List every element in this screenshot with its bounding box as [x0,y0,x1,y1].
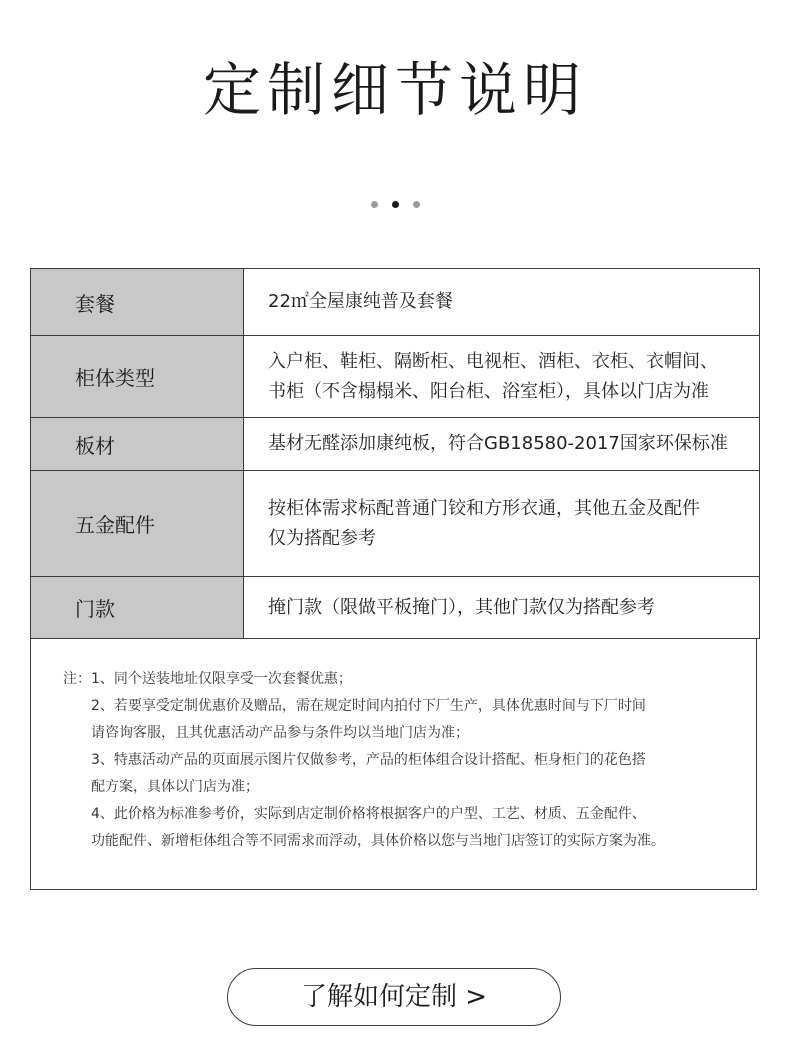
note-line-7: 功能配件、新增柜体组合等不同需求而浮动，具体价格以您与当地门店签订的实际方案为准。 [91,833,665,849]
page-title: 定制细节说明 [202,56,587,124]
value-line: 22㎡全屋康纯普及套餐 [268,291,453,312]
value-line: 基材无醛添加康纯板，符合GB18580-2017国家环保标准 [268,433,728,454]
row-value-hardware [244,471,760,577]
carousel-dot-3[interactable] [413,201,420,208]
carousel-indicator [0,201,790,208]
value-line: 书柜（不含榻榻米、阳台柜、浴室柜），具体以门店为准 [268,380,709,402]
spec-table [30,268,760,639]
notes-section [30,638,757,890]
note-line-4: 3、特惠活动产品的页面展示图片仅做参考，产品的柜体组合设计搭配、柜身柜门的花色搭 [91,752,646,768]
row-label-door-style: 门款 [31,577,244,639]
note-line-2: 2、若要享受定制优惠价及赠品，需在规定时间内拍付下厂生产，具体优惠时间与下厂时间 [91,698,646,714]
table-row [31,418,760,471]
value-line: 按柜体需求标配普通门铰和方形衣通，其他五金及配件 [268,497,700,519]
note-line-1: 注：1、同个送装地址仅限享受一次套餐优惠； [63,671,352,687]
table-row [31,577,760,639]
row-label-hardware: 五金配件 [31,471,244,577]
row-label-cabinet-type: 柜体类型 [31,336,244,418]
table-row [31,471,760,577]
learn-how-to-customize-button[interactable]: 了解如何定制 > [227,968,561,1026]
note-line-5: 配方案，具体以门店为准； [91,779,259,795]
value-line: 入户柜、鞋柜、隔断柜、电视柜、酒柜、衣柜、衣帽间、 [268,350,718,372]
row-label-board: 板材 [31,418,244,471]
row-label-package: 套餐 [31,269,244,336]
carousel-dot-1[interactable] [371,201,378,208]
row-value-board [244,418,760,471]
table-row [31,336,760,418]
row-value-cabinet-type [244,336,760,418]
value-line: 掩门款（限做平板掩门），其他门款仅为搭配参考 [268,596,655,618]
table-row [31,269,760,336]
row-value-door-style [244,577,760,639]
note-line-3: 请咨询客服，且其优惠活动产品参与条件均以当地门店为准； [91,725,469,741]
value-line: 仅为搭配参考 [268,527,376,549]
row-value-package [244,269,760,336]
note-line-6: 4、此价格为标准参考价，实际到店定制价格将根据客户的户型、工艺、材质、五金配件、 [91,806,646,822]
carousel-dot-2[interactable] [392,201,399,208]
